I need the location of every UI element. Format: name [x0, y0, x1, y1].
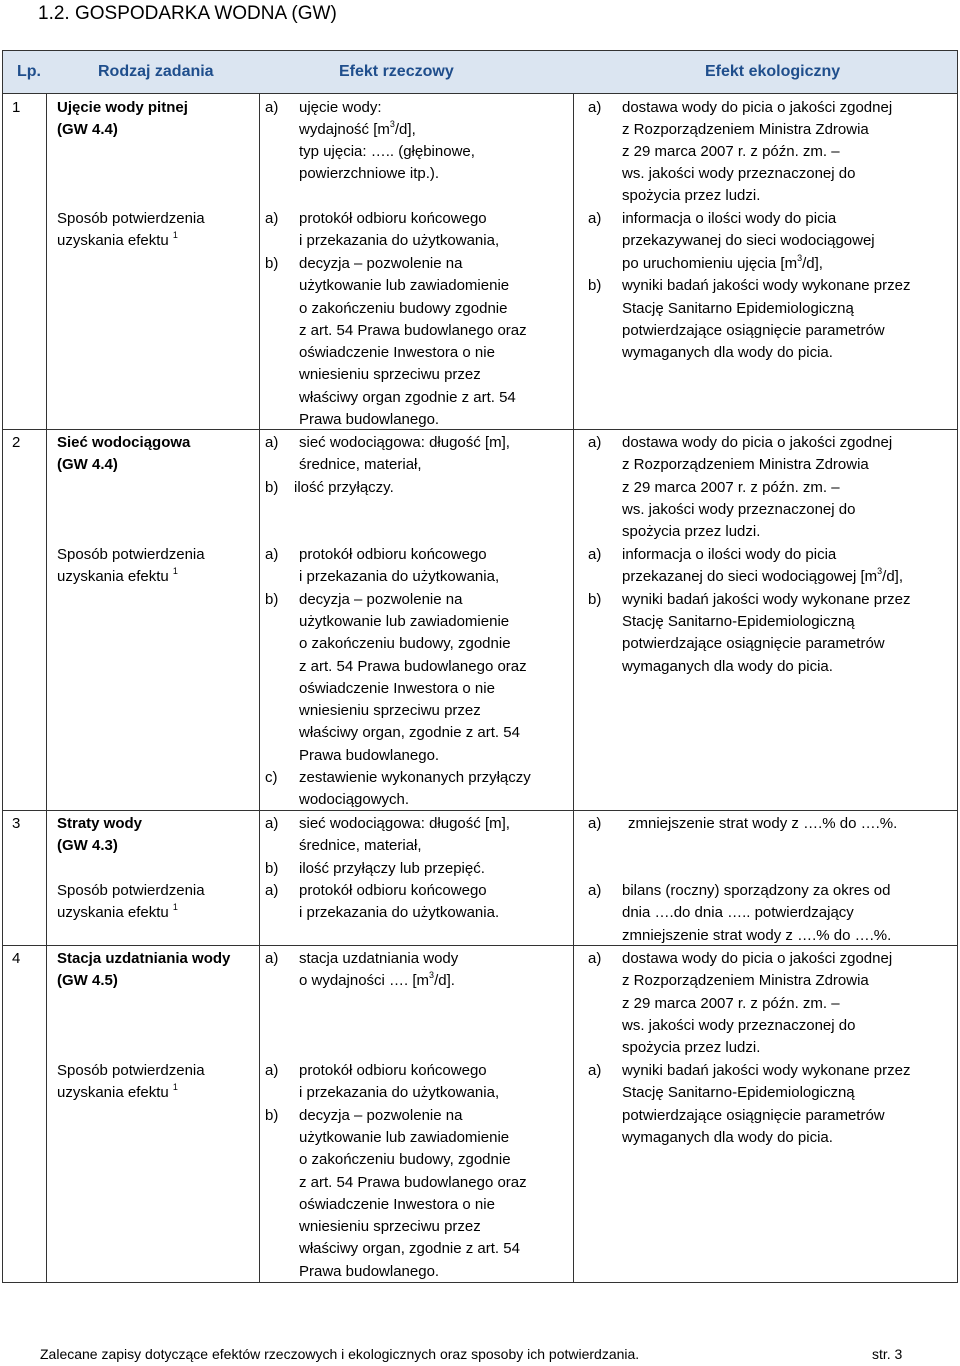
- row-divider-2: [2, 810, 958, 811]
- text-line: spożycia przez ludzi.: [622, 1039, 761, 1056]
- text-line: wodociągowych.: [299, 791, 410, 808]
- list-marker: b): [588, 591, 602, 608]
- text-line: dostawa wody do picia o jakości zgodnej: [622, 434, 893, 451]
- list-marker: a): [588, 99, 602, 116]
- list-marker: b): [265, 255, 279, 272]
- text-line: potwierdzające osiągnięcie parametrów: [622, 1107, 885, 1124]
- text-line: z 29 marca 2007 r. z późn. zm. –: [622, 143, 840, 160]
- list-marker: a): [588, 546, 602, 563]
- column-divider-2: [259, 94, 260, 1283]
- list-marker: a): [588, 434, 602, 451]
- list-marker: b): [588, 277, 602, 294]
- text-line: wniesieniu sprzeciwu przez: [299, 702, 481, 719]
- task-name: Stacja uzdatniania wody: [57, 950, 231, 967]
- text-line: i przekazania do użytkowania.: [299, 904, 500, 921]
- text-line: Prawa budowlanego.: [299, 411, 440, 428]
- text-line: stacja uzdatniania wody: [299, 950, 459, 967]
- text-line: zestawienie wykonanych przyłączy: [299, 769, 531, 786]
- text-line: wymaganych dla wody do picia.: [622, 658, 833, 675]
- text-line: z Rozporządzeniem Ministra Zdrowia: [622, 972, 869, 989]
- row-number: 4: [12, 950, 21, 967]
- list-marker: a): [588, 882, 602, 899]
- header-lp: Lp.: [17, 63, 41, 80]
- text-line: właściwy organ, zgodnie z art. 54: [299, 724, 520, 741]
- text-line: ujęcie wody:: [299, 99, 382, 116]
- column-divider-3: [573, 94, 574, 1283]
- proof-label: uzyskania efektu $^1$: [57, 902, 178, 921]
- text-line: użytkowanie lub zawiadomienie: [299, 1129, 510, 1146]
- column-divider-1: [46, 94, 47, 1283]
- list-marker: b): [265, 860, 279, 877]
- text-line: wymaganych dla wody do picia.: [622, 1129, 833, 1146]
- text-line: o wydajności …. $[m^3/d]$.: [299, 970, 455, 989]
- list-marker: b): [265, 479, 279, 496]
- text-line: zmniejszenie strat wody z ….% do ….%.: [622, 927, 892, 944]
- text-line: dnia ….do dnia ….. potwierdzający: [622, 904, 854, 921]
- text-line: ilość przyłączy lub przepięć.: [299, 860, 485, 877]
- list-marker: a): [588, 210, 602, 227]
- proof-label: Sposób potwierdzenia: [57, 546, 205, 563]
- text-line: przekazywanej do sieci wodociągowej: [622, 232, 875, 249]
- text-line: Stację Sanitarno-Epidemiologiczną: [622, 1084, 855, 1101]
- page-number: str. 3: [872, 1346, 903, 1362]
- task-code: (GW 4.3): [57, 837, 118, 854]
- task-name: Sieć wodociągowa: [57, 434, 191, 451]
- header-material: Efekt rzeczowy: [339, 63, 454, 80]
- section-title: 1.2. GOSPODARKA WODNA (GW): [38, 3, 337, 24]
- proof-label: Sposób potwierdzenia: [57, 210, 205, 227]
- text-line: ws. jakości wody przeznaczonej do: [622, 501, 856, 518]
- list-marker: a): [265, 815, 279, 832]
- text-line: użytkowanie lub zawiadomienie: [299, 277, 510, 294]
- text-line: decyzja – pozwolenie na: [299, 255, 463, 272]
- list-marker: a): [265, 434, 279, 451]
- text-line: z 29 marca 2007 r. z późn. zm. –: [622, 995, 840, 1012]
- text-line: i przekazania do użytkowania,: [299, 568, 500, 585]
- text-line: ilość przyłączy.: [294, 479, 394, 496]
- text-line: z art. 54 Prawa budowlanego oraz: [299, 1174, 527, 1191]
- table-border-left: [2, 94, 3, 1283]
- text-line: informacja o ilości wody do picia: [622, 546, 837, 563]
- text-line: Prawa budowlanego.: [299, 1263, 440, 1280]
- list-marker: a): [588, 1062, 602, 1079]
- text-line: protokół odbioru końcowego: [299, 546, 487, 563]
- text-line: z 29 marca 2007 r. z późn. zm. –: [622, 479, 840, 496]
- text-line: o zakończeniu budowy, zgodnie: [299, 635, 511, 652]
- text-line: wniesieniu sprzeciwu przez: [299, 1218, 481, 1235]
- text-line: użytkowanie lub zawiadomienie: [299, 613, 510, 630]
- row-divider-1: [2, 429, 958, 430]
- text-line: z Rozporządzeniem Ministra Zdrowia: [622, 456, 869, 473]
- text-line: protokół odbioru końcowego: [299, 210, 487, 227]
- list-marker: a): [265, 882, 279, 899]
- text-line: zmniejszenie strat wody z ….% do ….%.: [628, 815, 898, 832]
- list-marker: b): [265, 1107, 279, 1124]
- text-line: i przekazania do użytkowania,: [299, 232, 500, 249]
- text-line: o zakończeniu budowy, zgodnie: [299, 1151, 511, 1168]
- text-line: średnice, materiał,: [299, 837, 422, 854]
- text-line: dostawa wody do picia o jakości zgodnej: [622, 99, 893, 116]
- text-line: Stację Sanitarno-Epidemiologiczną: [622, 613, 855, 630]
- list-marker: a): [265, 546, 279, 563]
- text-line: wydajność $[m^3/d]$,: [299, 119, 416, 138]
- text-line: potwierdzające osiągnięcie parametrów: [622, 635, 885, 652]
- text-line: wymaganych dla wody do picia.: [622, 344, 833, 361]
- text-line: informacja o ilości wody do picia: [622, 210, 837, 227]
- table-header: [2, 50, 958, 94]
- text-line: oświadczenie Inwestora o nie: [299, 680, 495, 697]
- row-number: 1: [12, 99, 21, 116]
- proof-label: uzyskania efektu $^1$: [57, 230, 178, 249]
- text-line: o zakończeniu budowy zgodnie: [299, 300, 508, 317]
- list-marker: a): [588, 815, 602, 832]
- proof-label: uzyskania efektu $^1$: [57, 1082, 178, 1101]
- text-line: przekazanej do sieci wodociągowej $[m^3/d]$,: [622, 566, 904, 585]
- header-task: Rodzaj zadania: [98, 63, 214, 80]
- text-line: protokół odbioru końcowego: [299, 1062, 487, 1079]
- text-line: dostawa wody do picia o jakości zgodnej: [622, 950, 893, 967]
- text-line: typ ujęcia: ….. (głębinowe,: [299, 143, 475, 160]
- text-line: z art. 54 Prawa budowlanego oraz: [299, 322, 527, 339]
- text-line: z art. 54 Prawa budowlanego oraz: [299, 658, 527, 675]
- text-line: ws. jakości wody przeznaczonej do: [622, 165, 856, 182]
- text-line: Stację Sanitarno Epidemiologiczną: [622, 300, 854, 317]
- text-line: decyzja – pozwolenie na: [299, 591, 463, 608]
- list-marker: a): [265, 99, 279, 116]
- text-line: Prawa budowlanego.: [299, 747, 440, 764]
- task-name: Straty wody: [57, 815, 143, 832]
- text-line: wniesieniu sprzeciwu przez: [299, 366, 481, 383]
- list-marker: a): [265, 1062, 279, 1079]
- text-line: wyniki badań jakości wody wykonane przez: [622, 591, 911, 608]
- task-code: (GW 4.4): [57, 456, 118, 473]
- list-marker: b): [265, 591, 279, 608]
- text-line: oświadczenie Inwestora o nie: [299, 344, 495, 361]
- row-number: 3: [12, 815, 21, 832]
- text-line: z Rozporządzeniem Ministra Zdrowia: [622, 121, 869, 138]
- task-code: (GW 4.5): [57, 972, 118, 989]
- list-marker: a): [265, 950, 279, 967]
- text-line: spożycia przez ludzi.: [622, 523, 761, 540]
- table-border-right: [957, 94, 958, 1283]
- header-ecological: Efekt ekologiczny: [705, 63, 841, 80]
- text-line: i przekazania do użytkowania,: [299, 1084, 500, 1101]
- text-line: protokół odbioru końcowego: [299, 882, 487, 899]
- task-name: Ujęcie wody pitnej: [57, 99, 188, 116]
- text-line: właściwy organ, zgodnie z art. 54: [299, 1240, 520, 1257]
- text-line: decyzja – pozwolenie na: [299, 1107, 463, 1124]
- proof-label: uzyskania efektu $^1$: [57, 566, 178, 585]
- text-line: średnice, materiał,: [299, 456, 422, 473]
- text-line: potwierdzające osiągnięcie parametrów: [622, 322, 885, 339]
- list-marker: a): [265, 210, 279, 227]
- text-line: wyniki badań jakości wody wykonane przez: [622, 1062, 911, 1079]
- text-line: wyniki badań jakości wody wykonane przez: [622, 277, 911, 294]
- text-line: właściwy organ zgodnie z art. 54: [299, 389, 516, 406]
- table-border-bottom: [2, 1282, 958, 1283]
- text-line: po uruchomieniu ujęcia $[m^3/d]$,: [622, 253, 823, 272]
- proof-label: Sposób potwierdzenia: [57, 882, 205, 899]
- text-line: sieć wodociągowa: długość [m],: [299, 434, 510, 451]
- list-marker: a): [588, 950, 602, 967]
- proof-label: Sposób potwierdzenia: [57, 1062, 205, 1079]
- footer-note: Zalecane zapisy dotyczące efektów rzeczowych i ekologicznych oraz sposoby ich potwierdzania.: [40, 1346, 640, 1362]
- text-line: ws. jakości wody przeznaczonej do: [622, 1017, 856, 1034]
- text-line: spożycia przez ludzi.: [622, 187, 761, 204]
- text-line: sieć wodociągowa: długość [m],: [299, 815, 510, 832]
- list-marker: c): [265, 769, 278, 786]
- task-code: (GW 4.4): [57, 121, 118, 138]
- text-line: powierzchniowe itp.).: [299, 165, 440, 182]
- row-number: 2: [12, 434, 21, 451]
- text-line: oświadczenie Inwestora o nie: [299, 1196, 495, 1213]
- text-line: bilans (roczny) sporządzony za okres od: [622, 882, 891, 899]
